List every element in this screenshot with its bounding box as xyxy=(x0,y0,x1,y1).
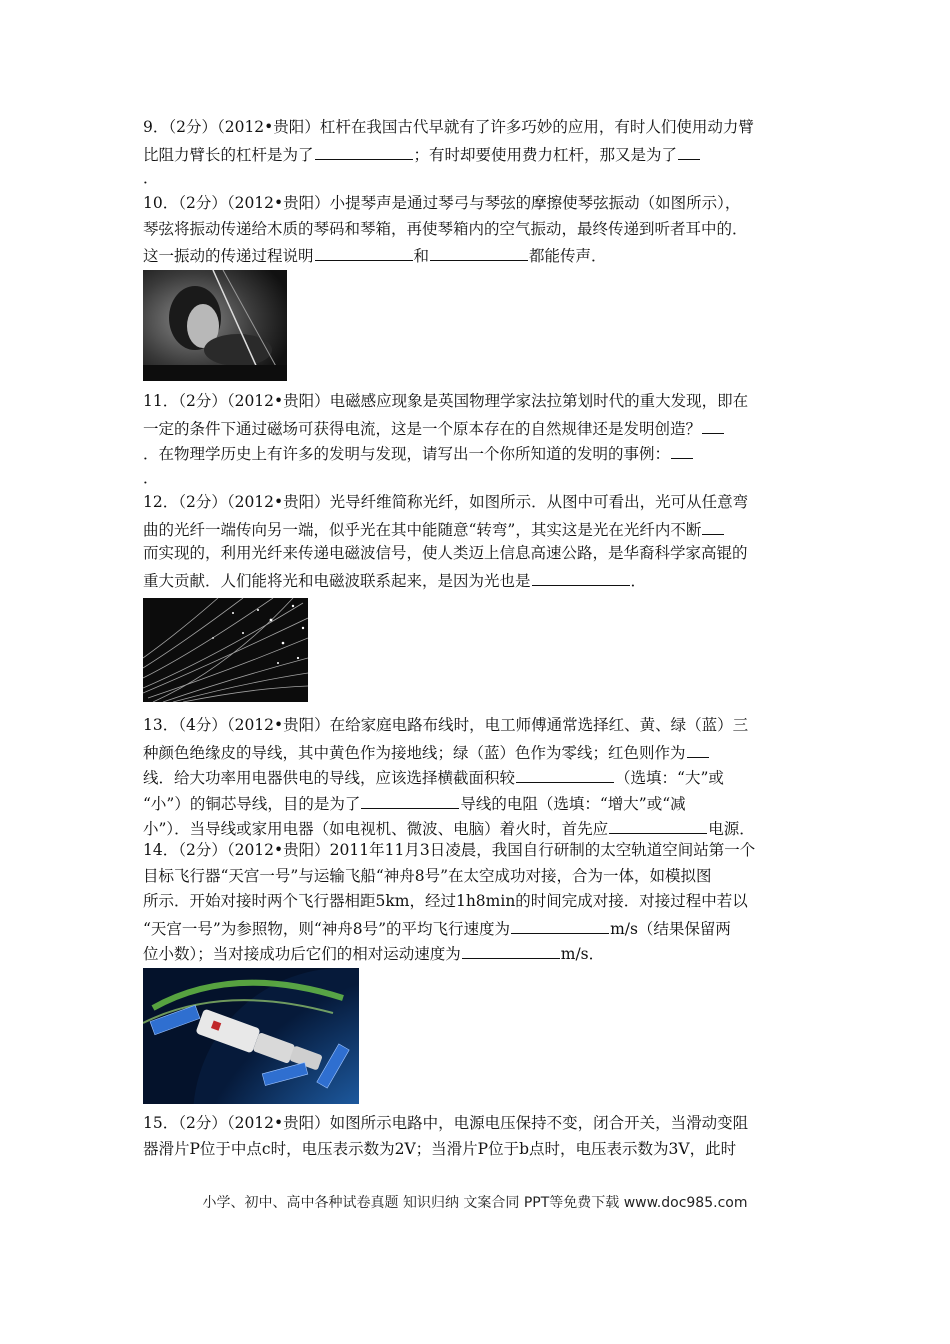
text-segment: 重大贡献．人们能将光和电磁波联系起来，是因为光也是 xyxy=(143,571,531,590)
text-segment: 位小数）；当对接成功后它们的相对运动速度为 xyxy=(143,945,461,963)
answer-blank[interactable] xyxy=(678,141,700,160)
question-11 xyxy=(143,389,808,491)
text-segment: 电源． xyxy=(708,820,755,838)
question-line: 12．（2分）（2012•贵阳）光导纤维简称光纤，如图所示．从图中可看出，光可从任意弯 xyxy=(143,493,749,511)
answer-blank[interactable] xyxy=(671,440,693,459)
question-line: ． xyxy=(143,468,159,487)
answer-blank[interactable] xyxy=(609,815,707,834)
question-line xyxy=(143,242,808,268)
question-line xyxy=(143,440,808,466)
question-13 xyxy=(143,713,808,841)
text-segment: m/s． xyxy=(560,945,605,963)
question-line: 11．（2分）（2012•贵阳）电磁感应现象是英国物理学家法拉第划时代的重大发现，即在 xyxy=(143,392,749,410)
spacecraft-docking-illustration xyxy=(143,968,359,1104)
text-segment: 线．给大功率用电器供电的导线，应该选择横截面积较 xyxy=(143,769,516,787)
answer-blank[interactable] xyxy=(687,739,709,758)
question-line xyxy=(143,141,808,167)
optical-fiber-photo xyxy=(143,598,308,702)
text-segment: （选填：“大”或 xyxy=(615,769,724,787)
page-footer: 小学、初中、高中各种试卷真题 知识归纳 文案合同 PPT等免费下载 www.doc985.com xyxy=(202,1195,748,1211)
question-line xyxy=(143,915,808,941)
question-line xyxy=(143,940,808,966)
question-line xyxy=(143,415,808,441)
violin-photo xyxy=(143,270,287,381)
text-segment: 比阻力臂长的杠杆是为了 xyxy=(143,145,314,164)
question-14 xyxy=(143,838,808,966)
question-line: 而实现的，利用光纤来传递电磁波信号，使人类迈上信息高速公路，是华裔科学家高锟的 xyxy=(143,544,748,562)
answer-blank[interactable] xyxy=(702,516,724,535)
text-segment: 都能传声． xyxy=(529,247,607,265)
text-segment: 一定的条件下通过磁场可获得电流，这是一个原本存在的自然规律还是发明创造？ xyxy=(143,419,702,438)
text-segment: m/s（结果保留两 xyxy=(610,919,731,938)
question-9 xyxy=(143,115,808,192)
text-segment: 种颜色绝缘皮的导线，其中黄色作为接地线；绿（蓝）色作为零线；红色则作为 xyxy=(143,743,686,762)
text-segment: 导线的电阻（选填：“增大”或“减 xyxy=(460,794,686,813)
question-line xyxy=(143,739,808,765)
text-segment: 和 xyxy=(413,247,430,265)
answer-blank[interactable] xyxy=(516,764,614,783)
answer-blank[interactable] xyxy=(430,242,528,261)
text-segment: ．在物理学历史上有许多的发明与发现，请写出一个你所知道的发明的事例： xyxy=(143,445,671,463)
text-segment: 这一振动的传递过程说明 xyxy=(143,247,314,265)
question-10 xyxy=(143,191,808,268)
answer-blank[interactable] xyxy=(532,567,630,586)
question-line: 10．（2分）（2012•贵阳）小提琴声是通过琴弓与琴弦的摩擦使琴弦振动（如图所示）， xyxy=(143,194,741,212)
question-15 xyxy=(143,1111,808,1162)
text-segment: 小”）．当导线或家用电器（如电视机、微波、电脑）着火时，首先应 xyxy=(143,820,609,838)
answer-blank[interactable] xyxy=(462,940,560,959)
question-line xyxy=(143,815,808,841)
question-line: 14．（2分）（2012•贵阳）2011年11月3日凌晨，我国自行研制的太空轨道空间站第一个 xyxy=(143,841,756,859)
answer-blank[interactable] xyxy=(361,790,459,809)
question-line xyxy=(143,516,808,542)
answer-blank[interactable] xyxy=(315,141,413,160)
question-line: 器滑片P位于中点c时，电压表示数为2V；当滑片P位于b点时，电压表示数为3V，此时 xyxy=(143,1139,737,1158)
text-segment: “小”）的铜芯导线，目的是为了 xyxy=(143,794,361,813)
question-line xyxy=(143,764,808,790)
answer-blank[interactable] xyxy=(315,242,413,261)
question-line: 15．（2分）（2012•贵阳）如图所示电路中，电源电压保持不变，闭合开关，当滑动变阻 xyxy=(143,1114,749,1132)
answer-blank[interactable] xyxy=(702,415,724,434)
question-12 xyxy=(143,490,808,592)
question-line: ． xyxy=(143,169,159,187)
text-segment: ；有时却要使用费力杠杆，那又是为了 xyxy=(413,145,678,164)
text-segment: “天宫一号”为参照物，则“神舟8号”的平均飞行速度为 xyxy=(143,919,511,938)
question-line: 所示．开始对接时两个飞行器相距5km，经过1h8min的时间完成对接．对接过程中若以 xyxy=(143,892,748,910)
question-line: 13．（4分）（2012•贵阳）在给家庭电路布线时，电工师傅通常选择红、黄、绿（蓝）三 xyxy=(143,716,749,734)
question-line xyxy=(143,567,808,593)
text-segment: 曲的光纤一端传向另一端，似乎光在其中能随意“转弯”，其实这是光在光纤内不断 xyxy=(143,520,702,539)
question-line: 目标飞行器“天宫一号”与运输飞船“神舟8号”在太空成功对接，合为一体，如模拟图 xyxy=(143,866,712,885)
answer-blank[interactable] xyxy=(511,915,609,934)
text-segment: ． xyxy=(630,571,647,590)
question-line xyxy=(143,790,808,816)
question-line: 琴弦将振动传递给木质的琴码和琴箱，再使琴箱内的空气振动，最终传递到听者耳中的． xyxy=(143,219,748,238)
question-line: 9．（2分）（2012•贵阳）杠杆在我国古代早就有了许多巧妙的应用，有时人们使用动力臂 xyxy=(143,118,754,136)
